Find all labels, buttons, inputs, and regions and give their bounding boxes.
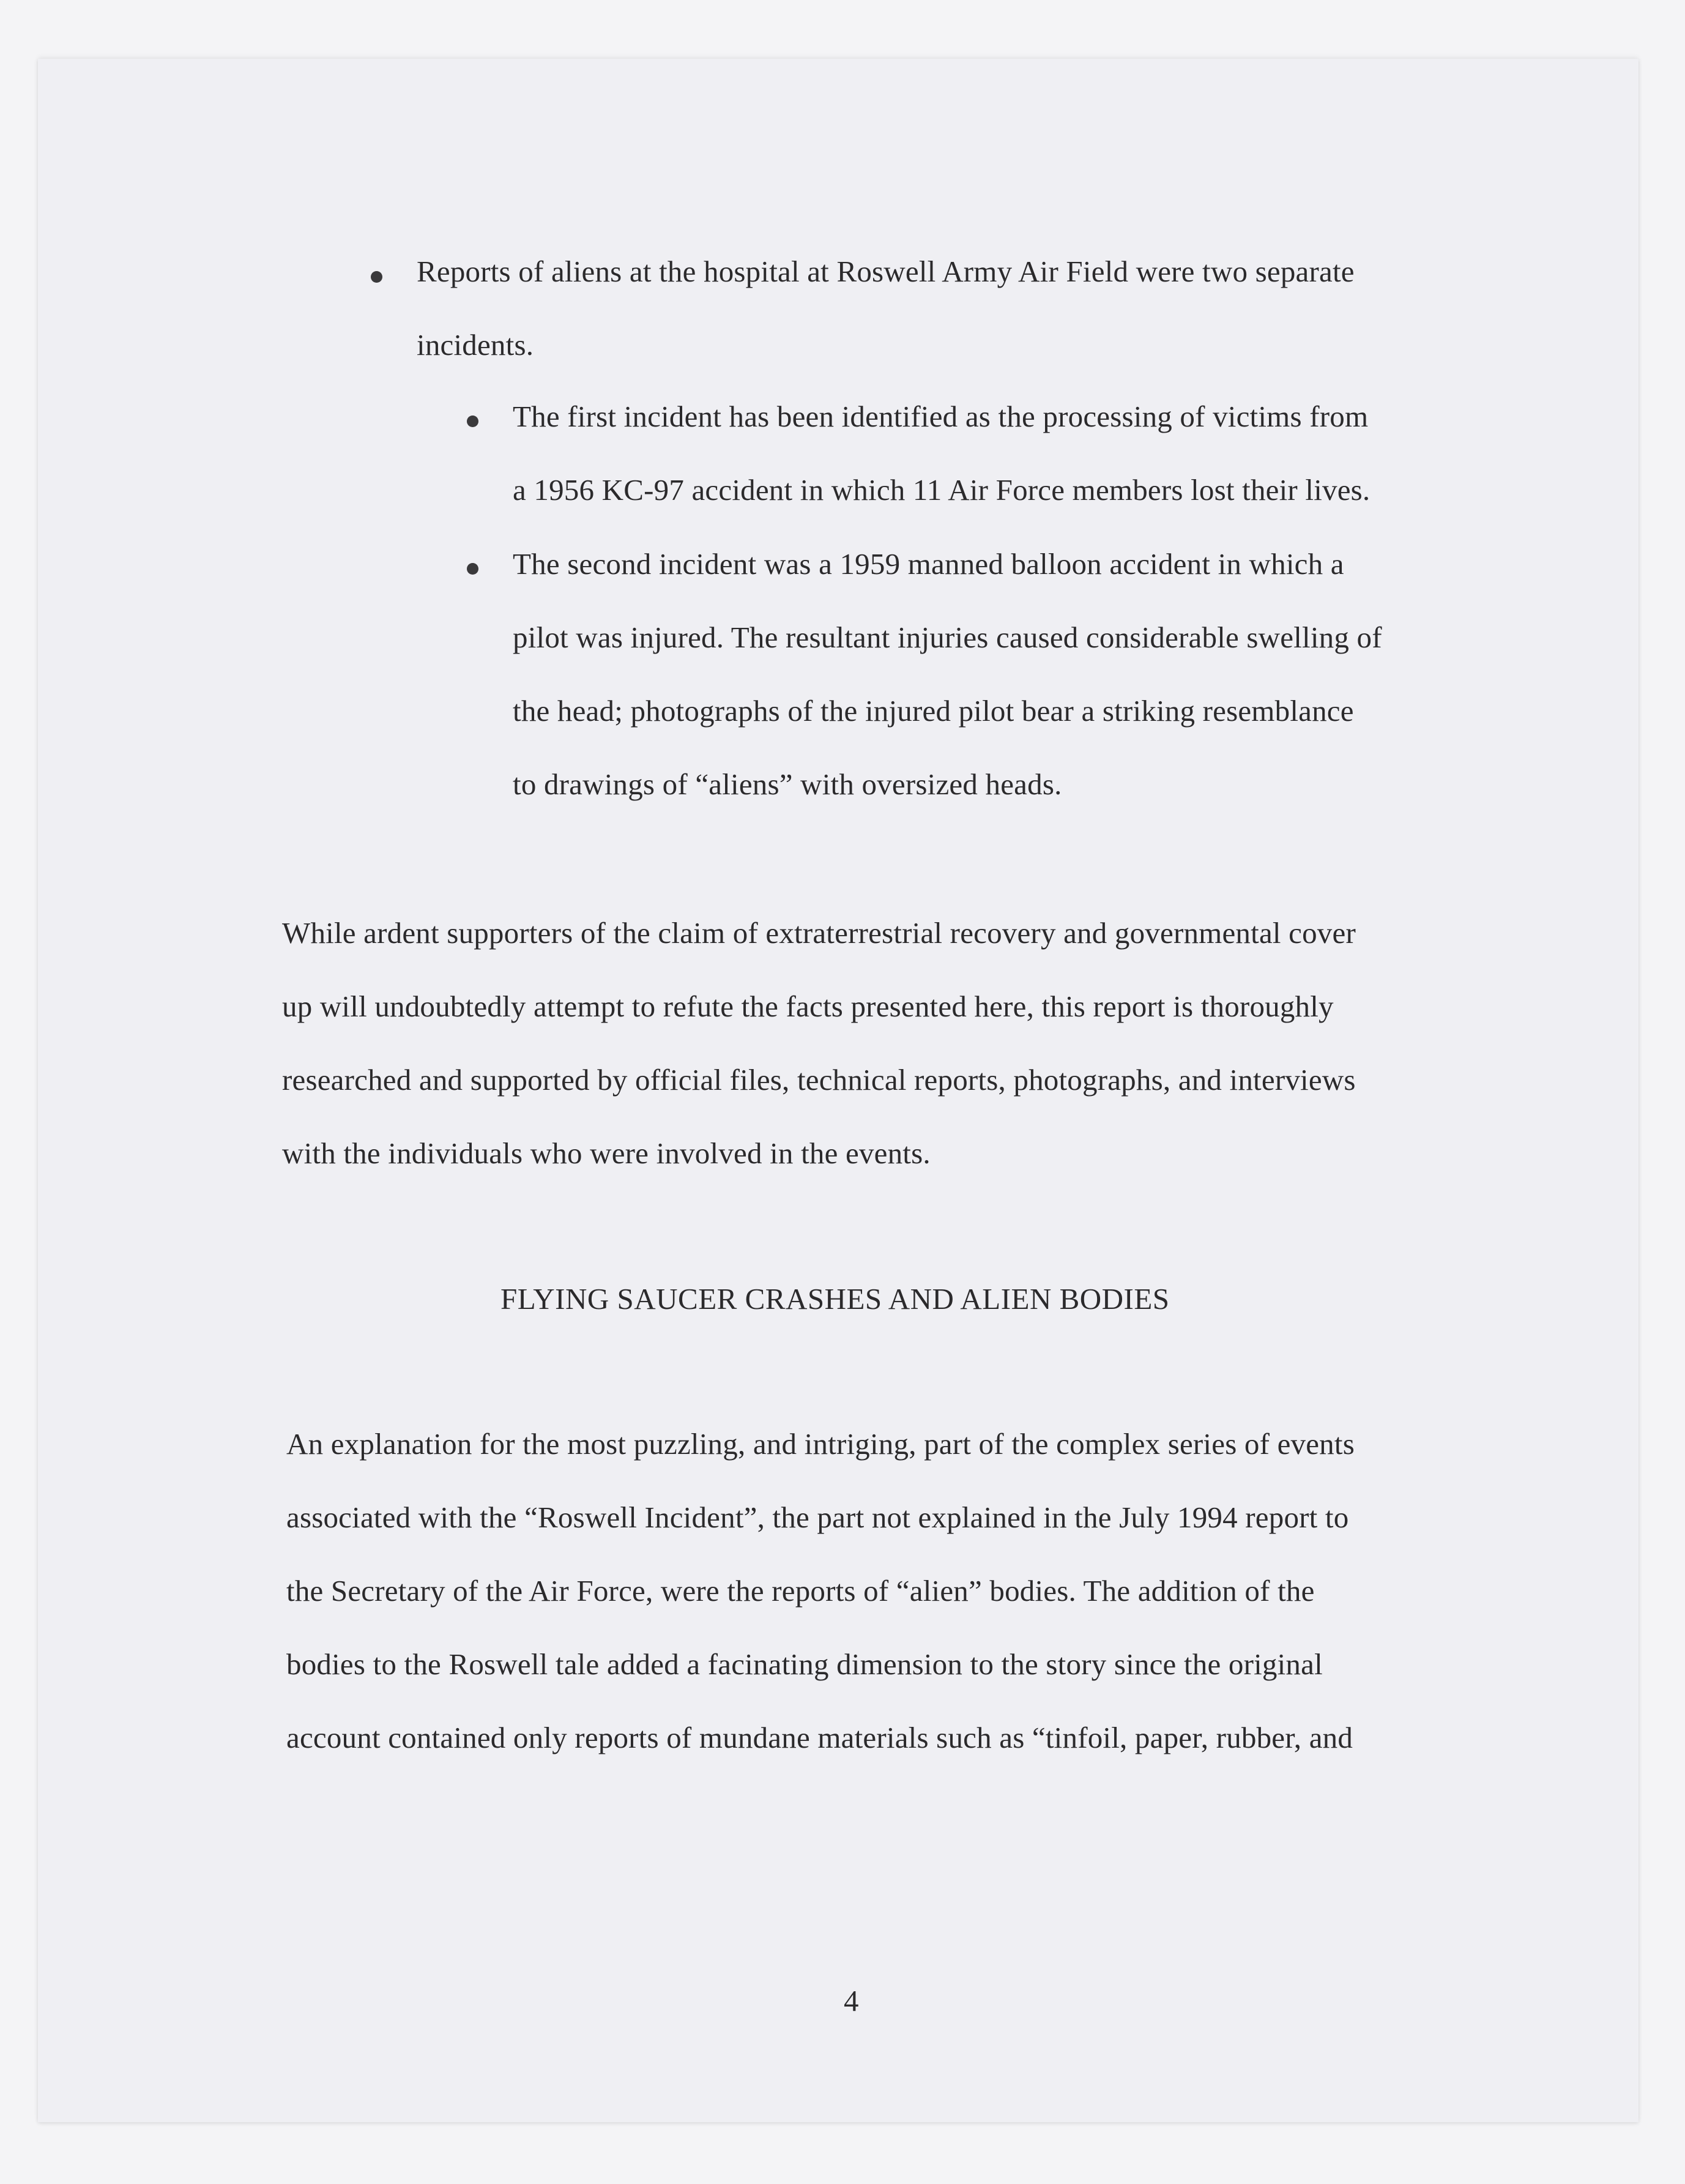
paragraph-line: the Secretary of the Air Force, were the reports of “alien” bodies. The addition of the bbox=[286, 1574, 1315, 1608]
paragraph-line: associated with the “Roswell Incident”, the part not explained in the July 1994 report to bbox=[286, 1500, 1349, 1534]
sub-bullet-line: the head; photographs of the injured pilot bear a striking resemblance bbox=[513, 694, 1354, 728]
sub-bullet-line: The second incident was a 1959 manned balloon accident in which a bbox=[513, 547, 1344, 581]
section-heading: FLYING SAUCER CRASHES AND ALIEN BODIES bbox=[500, 1282, 1170, 1316]
sub-bullet-dot bbox=[467, 416, 478, 427]
sub-bullet-line: The first incident has been identified as the processing of victims from bbox=[513, 400, 1369, 433]
bullet-line: incidents. bbox=[417, 328, 534, 362]
paragraph-line: researched and supported by official files, technical reports, photographs, and interviews bbox=[282, 1063, 1356, 1097]
sub-bullet-dot bbox=[467, 563, 478, 575]
bullet-dot bbox=[371, 271, 382, 283]
paragraph-line: up will undoubtedly attempt to refute the facts presented here, this report is thoroughly bbox=[282, 990, 1334, 1023]
page-number: 4 bbox=[844, 1984, 859, 2018]
sub-bullet-line: pilot was injured. The resultant injuries caused considerable swelling of bbox=[513, 621, 1382, 654]
paragraph-line: account contained only reports of mundane materials such as “tinfoil, paper, rubber, and bbox=[286, 1721, 1353, 1754]
paragraph-line: bodies to the Roswell tale added a facinating dimension to the story since the original bbox=[286, 1647, 1323, 1681]
bullet-line: Reports of aliens at the hospital at Roswell Army Air Field were two separate bbox=[417, 255, 1355, 288]
paragraph-line: An explanation for the most puzzling, and intriging, part of the complex series of events bbox=[286, 1427, 1355, 1461]
paragraph-line: While ardent supporters of the claim of extraterrestrial recovery and governmental cover bbox=[282, 916, 1356, 950]
paragraph-line: with the individuals who were involved in the events. bbox=[282, 1136, 931, 1170]
sub-bullet-line: a 1956 KC-97 accident in which 11 Air Force members lost their lives. bbox=[513, 473, 1371, 507]
sub-bullet-line: to drawings of “aliens” with oversized heads. bbox=[513, 767, 1062, 801]
